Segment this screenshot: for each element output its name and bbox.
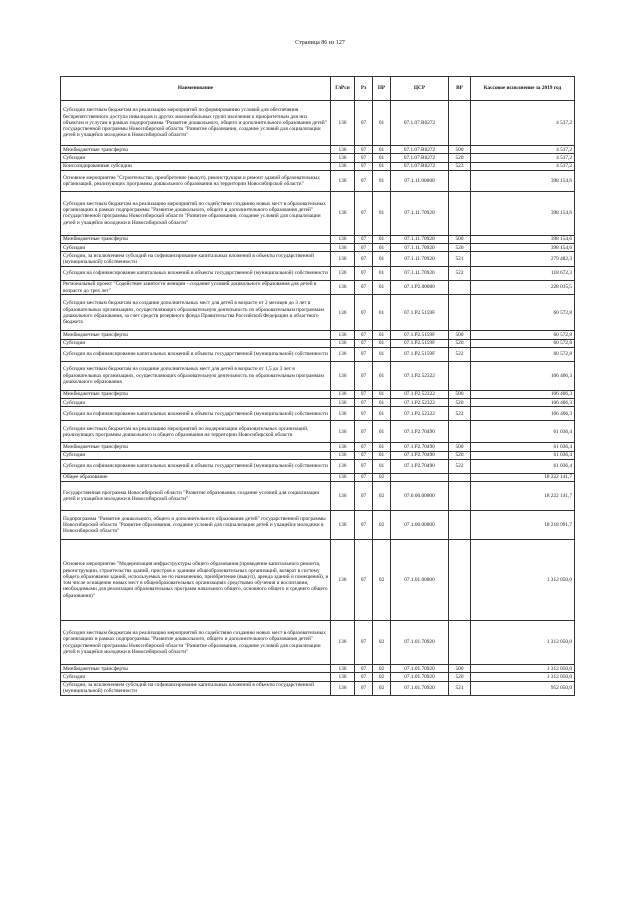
row-name: Субсидии на софинансирование капитальных вложений в объекты государственной (муниципальной) собственности [61,347,331,361]
row-subsection: 01 [373,162,391,170]
row-expense-type: 520 [449,673,471,681]
row-name: Субсидии, за исключением субсидий на софинансирование капитальных вложений в объекты государственной (муниципальной) собственности [61,252,331,267]
row-amount: 1 312 050,0 [471,673,575,681]
row-subsection: 01 [373,390,391,398]
row-target-article [391,473,449,481]
header-execution-2019: Кассовое исполнение за 2019 год [471,77,575,101]
row-name: Государственная программа Новосибирской области "Развитие образования, создание условий для социализации детей и учащейся молодежи в Новосибирской области" [61,482,331,511]
row-amount: 1 312 050,0 [471,621,575,665]
row-name: Субсидии [61,339,331,347]
row-grbs: 136 [331,511,355,540]
table-row [61,511,575,540]
row-expense-type [449,473,471,481]
row-expense-type [449,295,471,331]
row-expense-type: 500 [449,665,471,673]
row-target-article: 07.0.00.00000 [391,482,449,511]
row-expense-type [449,191,471,235]
row-expense-type [449,621,471,665]
row-section: 07 [355,673,373,681]
row-expense-type [449,511,471,540]
row-subsection: 02 [373,540,391,621]
table-row [61,235,575,243]
row-grbs: 136 [331,339,355,347]
row-section: 07 [355,280,373,295]
row-grbs: 136 [331,482,355,511]
row-subsection: 01 [373,295,391,331]
header-grbs: ГлРсп [331,77,355,101]
row-grbs: 136 [331,681,355,696]
table-row [61,266,575,280]
row-amount: 4 537,2 [471,162,575,170]
row-grbs: 136 [331,331,355,339]
row-section: 07 [355,390,373,398]
row-name: Субсидии на софинансирование капитальных вложений в объекты государственной (муниципальной) собственности [61,407,331,421]
row-expense-type: 500 [449,146,471,154]
row-amount: 1 312 050,0 [471,540,575,621]
row-grbs: 136 [331,673,355,681]
row-amount: 61 036,4 [471,451,575,459]
budget-table [60,76,575,696]
row-expense-type: 520 [449,244,471,252]
row-target-article: 07.1.P2.5159F [391,331,449,339]
row-section: 07 [355,266,373,280]
row-grbs: 136 [331,665,355,673]
table-row [61,399,575,407]
row-target-article: 07.1.01.70920 [391,665,449,673]
row-target-article: 07.1.01.70920 [391,681,449,696]
row-target-article: 07.1.07.R0272 [391,146,449,154]
row-grbs: 136 [331,295,355,331]
row-subsection: 01 [373,244,391,252]
row-section: 07 [355,347,373,361]
row-amount: 18 222 141,7 [471,482,575,511]
row-target-article: 07.1.P2.52322 [391,407,449,421]
row-expense-type [449,540,471,621]
row-subsection: 01 [373,331,391,339]
row-name: Субсидии [61,673,331,681]
row-section: 07 [355,482,373,511]
header-name: Наименование [61,77,331,101]
row-expense-type [449,170,471,191]
row-section: 07 [355,295,373,331]
row-target-article: 07.1.00.00000 [391,511,449,540]
row-target-article: 07.1.11.70920 [391,244,449,252]
header-expense-type: ВР [449,77,471,101]
row-grbs: 136 [331,399,355,407]
row-target-article: 07.1.P2.5159F [391,347,449,361]
row-grbs: 136 [331,244,355,252]
row-target-article: 07.1.P2.00000 [391,280,449,295]
row-grbs: 136 [331,540,355,621]
row-target-article: 07.1.P2.70490 [391,451,449,459]
row-section: 07 [355,331,373,339]
table-row [61,170,575,191]
row-section: 07 [355,252,373,267]
table-row [61,252,575,267]
row-subsection: 01 [373,252,391,267]
row-name: Субсидии на софинансирование капитальных вложений в объекты государственной (муниципальной) собственности [61,459,331,473]
row-grbs: 136 [331,235,355,243]
table-row [61,154,575,162]
row-amount: 398 154,6 [471,170,575,191]
table-row [61,621,575,665]
table-row [61,347,575,361]
row-target-article: 07.1.P2.70490 [391,459,449,473]
row-subsection: 02 [373,482,391,511]
header-section: Рз [355,77,373,101]
row-amount: 61 036,4 [471,459,575,473]
row-subsection: 01 [373,280,391,295]
row-target-article: 07.1.01.70920 [391,673,449,681]
row-target-article: 07.1.P2.5159F [391,339,449,347]
row-section: 07 [355,665,373,673]
row-amount: 60 572,8 [471,339,575,347]
row-target-article: 07.1.P2.70490 [391,421,449,443]
row-grbs: 136 [331,347,355,361]
row-name: Субсидии местным бюджетам на создание дополнительных мест для детей в возрасте от 1,5 до 3 лет в образовательных организациях, осуществляющих образовательную деятельность по образовательным программам дошкольного образования [61,361,331,390]
row-expense-type: 522 [449,459,471,473]
row-section: 07 [355,681,373,696]
row-expense-type [449,361,471,390]
row-grbs: 136 [331,280,355,295]
row-expense-type: 522 [449,266,471,280]
row-name: Субсидии [61,244,331,252]
row-section: 07 [355,339,373,347]
header-subsection: ПР [373,77,391,101]
row-name: Основное мероприятие "Строительство, приобретение (выкуп), реконструкция и ремонт зданий образовательных организаций, реализующих программы дошкольного образования на территории Новосибирской области" [61,170,331,191]
row-grbs: 136 [331,252,355,267]
row-grbs: 136 [331,451,355,459]
table-row [61,473,575,481]
table-row [61,146,575,154]
row-expense-type: 500 [449,331,471,339]
row-expense-type: 500 [449,390,471,398]
row-name: Межбюджетные трансферты [61,443,331,451]
table-row [61,681,575,696]
row-expense-type: 520 [449,451,471,459]
row-target-article: 07.1.P2.70490 [391,443,449,451]
row-amount: 60 572,8 [471,295,575,331]
row-section: 07 [355,451,373,459]
row-amount: 279 482,3 [471,252,575,267]
row-section: 07 [355,146,373,154]
row-name: Основное мероприятие "Модернизация инфраструктуры общего образования (проведение капитального ремонта, реконструкции, строительства зданий, пристроя к зданиям общеобразовательных организаций, возврат в систему общего образования зданий, используемых не по назначению, приобретение (выкуп), аренда зданий и помещений), в том числе оснащение новых мест в общеобразовательных организациях средствами обучения и воспитания, необходимыми для реализации образовательных программ начального общего, основного общего и среднего общего образования)" [61,540,331,621]
row-name: Межбюджетные трансферты [61,665,331,673]
row-grbs: 136 [331,407,355,421]
row-grbs: 136 [331,170,355,191]
row-amount: 106 406,3 [471,399,575,407]
table-row [61,331,575,339]
row-amount: 228 015,5 [471,280,575,295]
row-section: 07 [355,235,373,243]
row-subsection: 01 [373,154,391,162]
row-target-article: 07.1.01.70920 [391,621,449,665]
row-name: Межбюджетные трансферты [61,390,331,398]
table-row [61,244,575,252]
row-subsection: 01 [373,421,391,443]
row-name: Субсидии [61,399,331,407]
row-target-article: 07.1.11.70920 [391,266,449,280]
row-amount: 398 154,6 [471,191,575,235]
row-section: 07 [355,407,373,421]
row-subsection: 01 [373,399,391,407]
table-row [61,295,575,331]
row-name: Субсидии местным бюджетам на создание дополнительных мест для детей в возрасте от 2 месяцев до 3 лет в образовательных организациях, осуществляющих образовательную деятельность по образовательным программам дошкольного образования, за счет средств резервного фонда Правительства Российской Федерации и областного бюджета [61,295,331,331]
row-amount: 1 312 050,0 [471,665,575,673]
row-subsection: 01 [373,451,391,459]
row-amount: 60 572,8 [471,331,575,339]
row-target-article: 07.1.P2.5159F [391,295,449,331]
row-amount: 18 218 991,7 [471,511,575,540]
table-header-row [61,77,575,101]
row-amount: 4 537,2 [471,146,575,154]
table-row [61,459,575,473]
row-target-article: 07.1.P2.52322 [391,361,449,390]
table-row [61,482,575,511]
row-expense-type [449,101,471,146]
row-target-article: 07.1.11.70920 [391,252,449,267]
row-expense-type: 520 [449,154,471,162]
row-expense-type: 522 [449,407,471,421]
row-section: 07 [355,511,373,540]
row-expense-type: 521 [449,681,471,696]
row-section: 07 [355,399,373,407]
row-amount: 4 537,2 [471,154,575,162]
table-row [61,665,575,673]
row-target-article: 07.1.07.R0272 [391,101,449,146]
row-subsection: 01 [373,235,391,243]
row-section: 07 [355,154,373,162]
row-subsection: 02 [373,681,391,696]
table-row [61,390,575,398]
row-section: 07 [355,361,373,390]
row-section: 07 [355,244,373,252]
row-amount: 106 406,3 [471,390,575,398]
row-expense-type: 500 [449,443,471,451]
row-section: 07 [355,162,373,170]
row-expense-type: 521 [449,252,471,267]
row-amount: 4 537,2 [471,101,575,146]
row-section: 07 [355,459,373,473]
row-subsection: 01 [373,459,391,473]
row-grbs: 136 [331,443,355,451]
table-row [61,339,575,347]
row-expense-type: 522 [449,347,471,361]
row-name: Консолидированные субсидии [61,162,331,170]
row-amount: 398 154,6 [471,244,575,252]
table-row [61,673,575,681]
row-amount: 398 154,6 [471,235,575,243]
table-row [61,191,575,235]
row-grbs: 136 [331,266,355,280]
row-amount: 106 406,3 [471,407,575,421]
row-amount: 60 572,8 [471,347,575,361]
row-name: Субсидии [61,451,331,459]
row-grbs: 136 [331,154,355,162]
row-section: 07 [355,421,373,443]
row-name: Субсидии местным бюджетам на реализацию мероприятий по модернизации образовательных организаций, реализующих программы дошкольного и общего образования на территории Новосибирской области [61,421,331,443]
header-target-article: ЦСР [391,77,449,101]
row-section: 07 [355,101,373,146]
row-subsection: 02 [373,665,391,673]
row-grbs: 136 [331,361,355,390]
row-expense-type: 520 [449,339,471,347]
row-expense-type [449,421,471,443]
row-subsection: 01 [373,361,391,390]
row-subsection: 01 [373,191,391,235]
row-name: Межбюджетные трансферты [61,235,331,243]
row-name: Региональный проект "Содействие занятости женщин - создание условий дошкольного образования для детей в возрасте до трех лет" [61,280,331,295]
row-grbs: 136 [331,621,355,665]
row-subsection: 01 [373,347,391,361]
row-expense-type [449,280,471,295]
row-subsection: 01 [373,170,391,191]
table-row [61,280,575,295]
row-target-article: 07.1.P2.52322 [391,399,449,407]
row-name: Межбюджетные трансферты [61,331,331,339]
row-amount: 61 036,4 [471,443,575,451]
row-grbs: 136 [331,421,355,443]
row-grbs: 136 [331,191,355,235]
table-row [61,361,575,390]
row-amount: 118 672,3 [471,266,575,280]
row-name: Субсидии местным бюджетам на реализацию мероприятий по формированию условий для обеспечения беспрепятственного доступа инвалидов и других маломобильных групп населения к приоритетным для них объектам и услугам в рамках подпрограммы "Развитие дошкольного, общего и дополнительного образования детей" государственной программы Новосибирской области "Развитие образования, создание условий для социализации детей и учащейся молодежи в Новосибирской области" [61,101,331,146]
row-name: Подпрограмма "Развитие дошкольного, общего и дополнительного образования детей" государственной программы Новосибирской области "Развитие образования, создание условий для социализации детей и учащейся молодежи в Новосибирской области" [61,511,331,540]
row-subsection: 01 [373,339,391,347]
row-section: 07 [355,170,373,191]
row-grbs: 136 [331,101,355,146]
row-section: 07 [355,540,373,621]
row-subsection: 02 [373,473,391,481]
row-subsection: 01 [373,443,391,451]
row-expense-type [449,482,471,511]
row-target-article: 07.1.01.00000 [391,540,449,621]
row-amount: 61 036,4 [471,421,575,443]
row-subsection: 01 [373,266,391,280]
row-grbs: 136 [331,473,355,481]
row-grbs: 136 [331,146,355,154]
table-row [61,162,575,170]
row-amount: 952 050,0 [471,681,575,696]
row-amount: 106 406,3 [471,361,575,390]
row-name: Субсидии [61,154,331,162]
row-target-article: 07.1.07.R0272 [391,154,449,162]
row-name: Субсидии, за исключением субсидий на софинансирование капитальных вложений в объекты государственной (муниципальной) собственности [61,681,331,696]
row-section: 07 [355,621,373,665]
row-subsection: 01 [373,407,391,421]
row-name: Общее образование [61,473,331,481]
row-expense-type: 520 [449,399,471,407]
table-row [61,421,575,443]
row-name: Субсидии на софинансирование капитальных вложений в объекты государственной (муниципальной) собственности [61,266,331,280]
table-row [61,451,575,459]
table-row [61,540,575,621]
row-name: Субсидии местным бюджетам на реализацию мероприятий по содействию созданию новых мест в образовательных организациях в рамках подпрограммы "Развитие дошкольного, общего и дополнительного образования детей" государственной программы Новосибирской области "Развитие образования, создание условий для социализации детей и учащейся молодежи в Новосибирской области" [61,621,331,665]
row-target-article: 07.1.07.R0272 [391,162,449,170]
row-section: 07 [355,443,373,451]
table-row [61,443,575,451]
table-row [61,407,575,421]
row-grbs: 136 [331,390,355,398]
row-target-article: 07.1.11.70920 [391,191,449,235]
row-expense-type: 500 [449,235,471,243]
row-name: Межбюджетные трансферты [61,146,331,154]
page-number-label: Страница 86 из 127 [295,40,345,46]
row-subsection: 02 [373,673,391,681]
row-section: 07 [355,473,373,481]
row-grbs: 136 [331,459,355,473]
row-target-article: 07.1.11.00000 [391,170,449,191]
table-row [61,101,575,146]
row-section: 07 [355,191,373,235]
row-grbs: 136 [331,162,355,170]
row-target-article: 07.1.P2.52322 [391,390,449,398]
row-amount: 18 222 141,7 [471,473,575,481]
row-target-article: 07.1.11.70920 [391,235,449,243]
row-name: Субсидии местным бюджетам на реализацию мероприятий по содействию созданию новых мест в образовательных организациях в рамках подпрограммы "Развитие дошкольного, общего и дополнительного образования детей" государственной программы Новосибирской области "Развитие образования, создание условий для социализации детей и учащейся молодежи в Новосибирской области" [61,191,331,235]
row-subsection: 02 [373,511,391,540]
row-subsection: 02 [373,621,391,665]
row-expense-type: 523 [449,162,471,170]
row-subsection: 01 [373,146,391,154]
row-subsection: 01 [373,101,391,146]
